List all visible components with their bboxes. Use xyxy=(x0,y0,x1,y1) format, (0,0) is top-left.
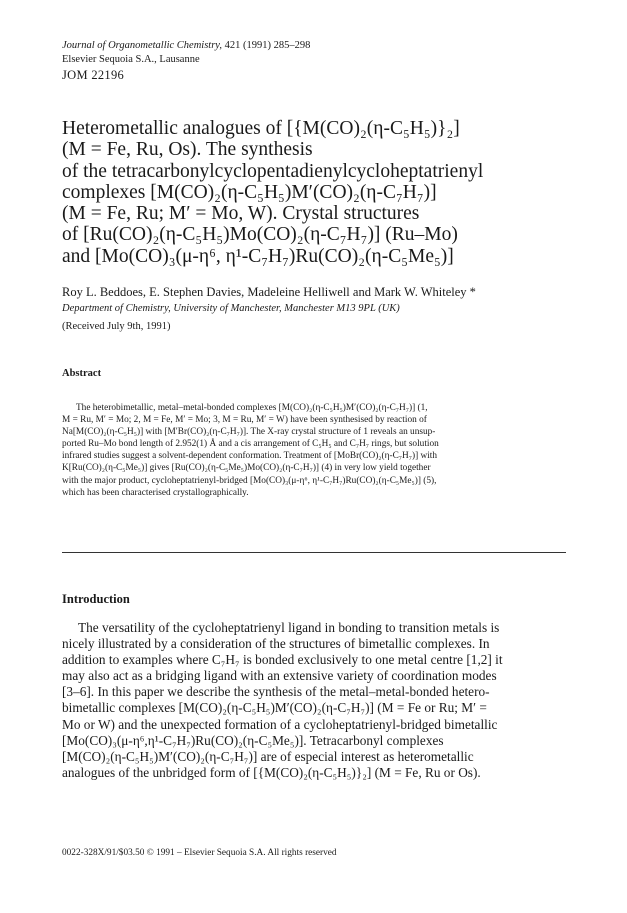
introduction-heading: Introduction xyxy=(62,592,130,606)
journal-citation xyxy=(62,40,310,51)
introduction-line: nicely illustrated by a consideration of the structures of bimetallic complexes. In xyxy=(62,636,490,652)
introduction-line: [Mo(CO)₃(μ-η⁶,η¹-C₇H₇)Ru(CO)₂(η-C₅Me₅)]. Tetracarbonyl complexes xyxy=(62,732,444,748)
introduction-line: [3–6]. In this paper we describe the synthesis of the metal–metal-bonded hetero- xyxy=(62,684,490,700)
introduction-line: Mo or W) and the unexpected formation of a cycloheptatrienyl-bridged bimetallic xyxy=(62,716,498,732)
abstract-line: K[Ru(CO)₂(η-C₅Me₅)] gives [Ru(CO)₂(η-C₅Me₅)Mo(CO)₂(η-C₇H₇)] (4) in very low yield together xyxy=(62,463,431,474)
affiliation: Department of Chemistry, University of Manchester, Manchester M13 9PL (UK) xyxy=(62,303,400,314)
abstract-line: Na[M(CO)₂(η-C₅H₅)] with [M′Br(CO)₂(η-C₇H₇)]. The X-ray crystal structure of 1 reveals an unsup- xyxy=(62,427,436,438)
abstract-line: which has been characterised crystallographically. xyxy=(62,487,249,498)
abstract-line: ported Ru–Mo bond length of 2.952(1) Å and a cis arrangement of C₅H₅ and C₇H₇ rings, but solution xyxy=(62,439,439,450)
title-line: (M = Fe, Ru, Os). The synthesis xyxy=(62,139,313,161)
copyright-footer: 0022-328X/91/$03.50 © 1991 – Elsevier Sequoia S.A. All rights reserved xyxy=(62,848,337,858)
title-line: and [Mo(CO)₃(μ-η⁶, η¹-C₇H₇)Ru(CO)₂(η-C₅Me₅)] xyxy=(62,245,454,267)
introduction-text xyxy=(62,620,570,781)
title-line: (M = Fe, Ru; M′ = Mo, W). Crystal structures xyxy=(62,203,420,225)
introduction-line: [M(CO)₂(η-C₅H₅)M′(CO)₂(η-C₇H₇)] are of especial interest as heterometallic xyxy=(62,748,474,764)
abstract-line: The heterobimetallic, metal–metal-bonded complexes [M(CO)₂(η-C₅H₅)M′(CO)₂(η-C₇H₇)] (1, xyxy=(76,403,428,413)
publisher: Elsevier Sequoia S.A., Lausanne xyxy=(62,54,200,65)
introduction-line: bimetallic complexes [M(CO)₂(η-C₅H₅)M′(CO)₂(η-C₇H₇)] (M = Fe or Ru; M′ = xyxy=(62,700,487,716)
abstract-line: M = Ru, M′ = Mo; 2, M = Fe, M′ = Mo; 3, M = Ru, M′ = W) have been synthesised by reaction of xyxy=(62,415,427,426)
introduction-line: may also act as a bridging ligand with an extensive variety of coordination modes xyxy=(62,668,497,684)
abstract-line: with the major product, cycloheptatrienyl-bridged [Mo(CO)₃(μ-η⁶, η¹-C₇H₇)Ru(CO)₂(η-C₅Me₅)] (5), xyxy=(62,475,437,486)
title-line: Heterometallic analogues of [{M(CO)₂(η-C₅H₅)}₂] xyxy=(62,118,460,139)
abstract-text xyxy=(62,402,566,499)
abstract-line: infrared studies suggest a solvent-dependent conformation. Treatment of [MoBr(CO)₂(η-C₇H₇)] with xyxy=(62,451,438,462)
article-code: JOM 22196 xyxy=(62,68,125,82)
volume-pages: 421 (1991) 285–298 xyxy=(222,40,311,51)
title-line: complexes [M(CO)₂(η-C₅H₅)M′(CO)₂(η-C₇H₇)] xyxy=(62,181,437,203)
title-line: of [Ru(CO)₂(η-C₅H₅)Mo(CO)₂(η-C₇H₇)] (Ru–Mo) xyxy=(62,224,458,246)
introduction-line: addition to examples where C₇H₇ is bonded exclusively to one metal centre [1,2] it xyxy=(62,652,503,668)
abstract-heading: Abstract xyxy=(62,368,102,379)
journal-name: Journal of Organometallic Chemistry, xyxy=(62,40,223,51)
received-date: (Received July 9th, 1991) xyxy=(62,321,171,332)
title-line: of the tetracarbonylcyclopentadienylcycloheptatrienyl xyxy=(62,160,484,182)
author-list: Roy L. Beddoes, E. Stephen Davies, Madeleine Helliwell and Mark W. Whiteley * xyxy=(62,285,476,299)
section-divider xyxy=(62,552,566,553)
introduction-line: analogues of the unbridged form of [{M(CO)₂(η-C₅H₅)}₂] (M = Fe, Ru or Os). xyxy=(62,764,481,780)
article-title xyxy=(62,118,582,267)
introduction-line: The versatility of the cycloheptatrienyl ligand in bonding to transition metals is xyxy=(78,620,500,635)
